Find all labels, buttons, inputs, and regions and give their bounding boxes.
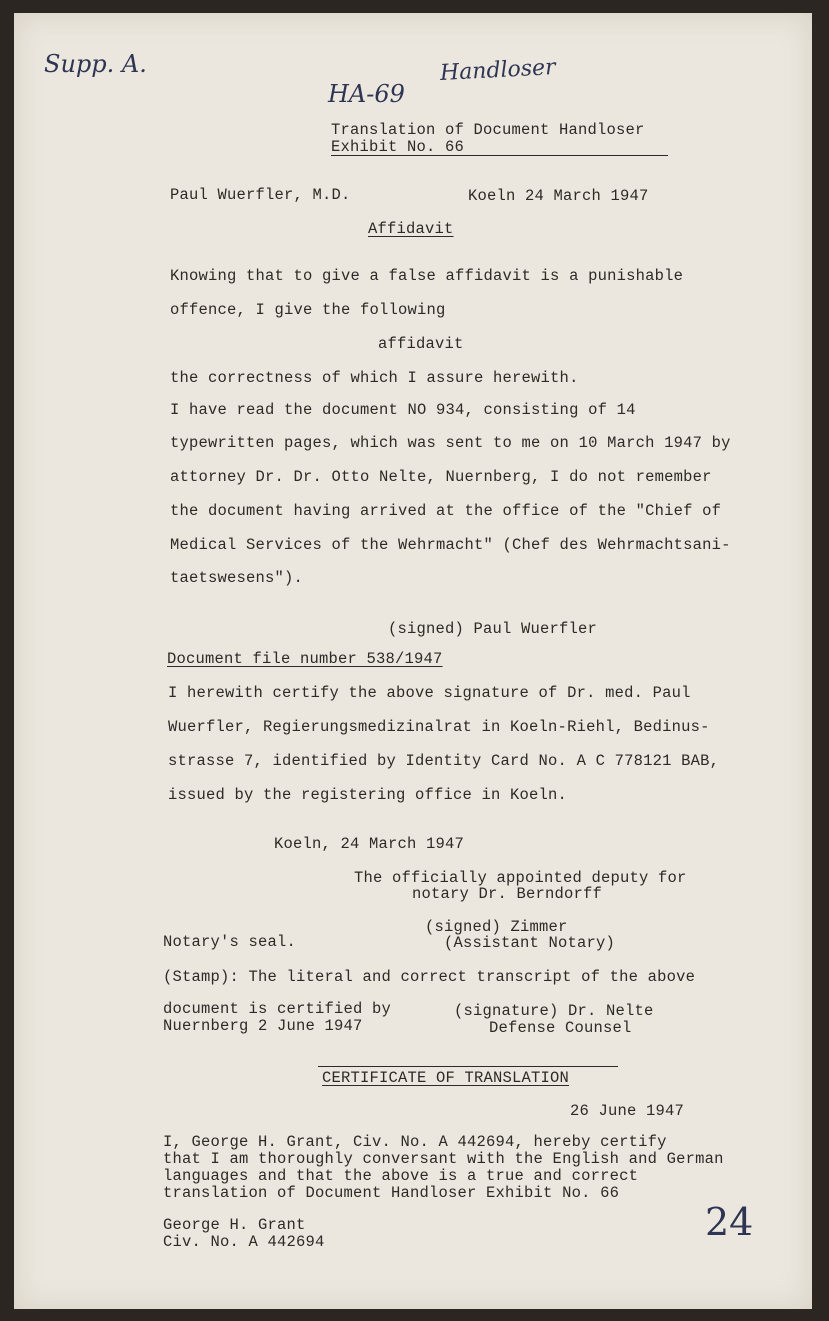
body-line: Knowing that to give a false affidavit is a punishable <box>170 267 684 285</box>
cert-line: I herewith certify the above signature of Dr. med. Paul <box>168 684 691 702</box>
handwritten-page-number: 24 <box>705 1200 754 1244</box>
cert-line: strasse 7, identified by Identity Card No. A C 778121 BAB, <box>168 752 720 770</box>
koeln-date: Koeln, 24 March 1947 <box>274 835 465 853</box>
handwritten-ha-number: HA-69 <box>328 80 405 108</box>
translation-cert-title: CERTIFICATE OF TRANSLATION <box>322 1069 570 1087</box>
translation-cert-line: translation of Document Handloser Exhibit No. 66 <box>163 1184 620 1202</box>
cert-line: Wuerfler, Regierungsmedizinalrat in Koeln-Riehl, Bedinus- <box>168 718 710 736</box>
translation-cert-line: languages and that the above is a true and correct <box>163 1167 639 1185</box>
notary-seal: Notary's seal. <box>163 933 297 951</box>
header-underline <box>331 155 668 156</box>
deputy-line: notary Dr. Berndorff <box>412 885 603 903</box>
translation-cert-line: I, George H. Grant, Civ. No. A 442694, hereby certify <box>163 1133 667 1151</box>
body-line: affidavit <box>378 335 464 353</box>
body-line: typewritten pages, which was sent to me on 10 March 1947 by <box>170 434 731 452</box>
translation-cert-line: that I am thoroughly conversant with the English and German <box>163 1150 724 1168</box>
body-line: attorney Dr. Dr. Otto Nelte, Nuernberg, I do not remember <box>170 468 712 486</box>
place-date: Koeln 24 March 1947 <box>468 187 649 205</box>
assistant-notary: (Assistant Notary) <box>444 934 616 952</box>
translator-name: George H. Grant <box>163 1216 306 1234</box>
body-line: taetswesens"). <box>170 569 304 587</box>
handwritten-name: Handloser <box>439 54 557 87</box>
stamp-line: (Stamp): The literal and correct transcript of the above <box>163 968 696 986</box>
certified-by-line: document is certified by <box>163 1000 392 1018</box>
nelte-title: Defense Counsel <box>489 1019 632 1037</box>
signature-wuerfler: (signed) Paul Wuerfler <box>388 620 598 638</box>
signed-zimmer: (signed) Zimmer <box>425 918 568 936</box>
document-title: Affidavit <box>368 220 454 238</box>
body-line: offence, I give the following <box>170 301 446 319</box>
body-line: I have read the document NO 934, consisting of 14 <box>170 401 636 419</box>
body-line: the correctness of which I assure herewith. <box>170 369 579 387</box>
file-number: Document file number 538/1947 <box>167 650 443 668</box>
translation-cert-date: 26 June 1947 <box>570 1102 685 1120</box>
translation-cert-underline <box>318 1066 618 1067</box>
header-line2: Exhibit No. 66 <box>331 138 465 156</box>
author: Paul Wuerfler, M.D. <box>170 186 351 204</box>
translator-civ: Civ. No. A 442694 <box>163 1233 325 1251</box>
nelte-signature: (signature) Dr. Nelte <box>454 1002 654 1020</box>
body-line: Medical Services of the Wehrmacht" (Chef des Wehrmachtsani- <box>170 536 731 554</box>
certified-by-line: Nuernberg 2 June 1947 <box>163 1017 363 1035</box>
handwritten-supp-note: Supp. A. <box>44 50 147 78</box>
header-line1: Translation of Document Handloser <box>331 121 645 139</box>
cert-line: issued by the registering office in Koeln. <box>168 786 568 804</box>
deputy-line: The officially appointed deputy for <box>354 869 687 887</box>
body-line: the document having arrived at the office of the "Chief of <box>170 502 722 520</box>
